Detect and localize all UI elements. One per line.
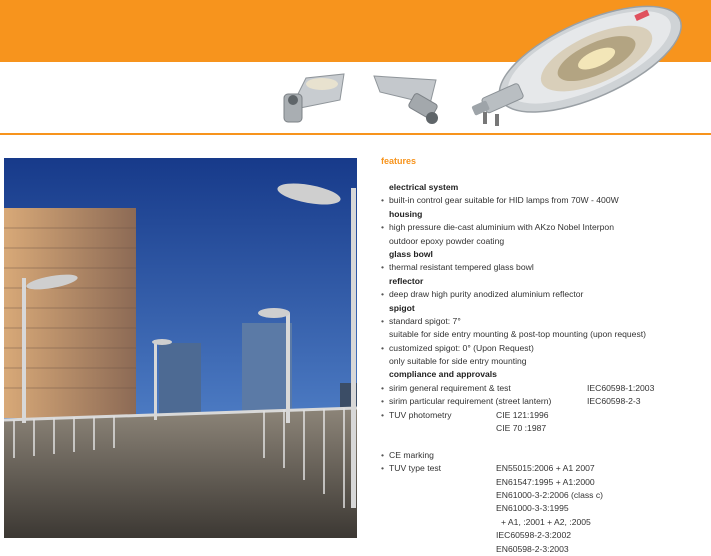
section-housing: housing: [389, 208, 423, 219]
tuv-type-test-value: EN55015:2006 + A1 2007: [496, 463, 595, 474]
tuv-type-test-value: EN61000-3-2:2006 (class c): [496, 489, 603, 500]
section-reflector: reflector: [389, 275, 424, 286]
list-item: • high pressure die-cast aluminium with AKzo Nobel Interpon: [381, 221, 711, 234]
section-glass-bowl: glass bowl: [389, 248, 433, 259]
street-lantern-main-image: [465, 2, 705, 132]
section-compliance: compliance and approvals: [389, 369, 497, 380]
ce-marking: • CE marking: [381, 449, 711, 462]
application-photo: [4, 158, 357, 538]
sirim-particular-value: IEC60598-2-3: [587, 396, 641, 407]
tuv-photometry-value: CIE 121:1996: [496, 409, 549, 420]
section-electrical-system: electrical system: [389, 182, 459, 192]
list-item: • deep draw high purity anodized aluminium reflector: [381, 288, 711, 301]
tuv-type-test-value: + A1, :2001 + A2, :2005: [501, 516, 591, 527]
orange-divider: [0, 133, 711, 135]
list-item: suitable for side entry mounting & post-top mounting (upon request): [389, 329, 647, 340]
list-item: [381, 382, 711, 395]
features-title: features: [381, 156, 417, 166]
list-item: outdoor epoxy powder coating: [389, 235, 505, 246]
list-item: • built-in control gear suitable for HID lamps from 70W - 400W: [381, 194, 711, 207]
list-item: • standard spigot: 7°: [381, 315, 711, 328]
list-item: only suitable for side entry mounting: [389, 356, 527, 367]
spacer: [381, 435, 711, 448]
sirim-particular-label: sirim particular requirement (street lantern): [389, 396, 552, 407]
tuv-type-test-value: EN61000-3-3:1995: [496, 503, 569, 514]
tuv-type-test-value: EN60598-2-3:2003: [496, 543, 569, 554]
lantern-thumbnail-2: [370, 70, 442, 130]
tuv-type-test-value: EN61547:1995 + A1:2000: [496, 476, 595, 487]
tuv-type-test-value: IEC60598-2-3:2002: [496, 530, 572, 541]
list-item: [381, 395, 711, 408]
features-spec-list: [381, 181, 711, 556]
tuv-photometry-value: CIE 70 :1987: [496, 423, 547, 434]
list-item: [381, 462, 711, 475]
sirim-general-label: sirim general requirement & test: [389, 382, 511, 393]
tuv-type-test-label: TUV type test: [389, 463, 442, 474]
list-item: • customized spigot: 0° (Upon Request): [381, 342, 711, 355]
section-spigot: spigot: [389, 302, 415, 313]
sirim-general-value: IEC60598-1:2003: [587, 382, 655, 393]
lantern-thumbnail-1: [276, 70, 348, 130]
list-item: • thermal resistant tempered glass bowl: [381, 261, 711, 274]
list-item: [381, 409, 711, 422]
tuv-photometry-label: TUV photometry: [389, 409, 452, 420]
